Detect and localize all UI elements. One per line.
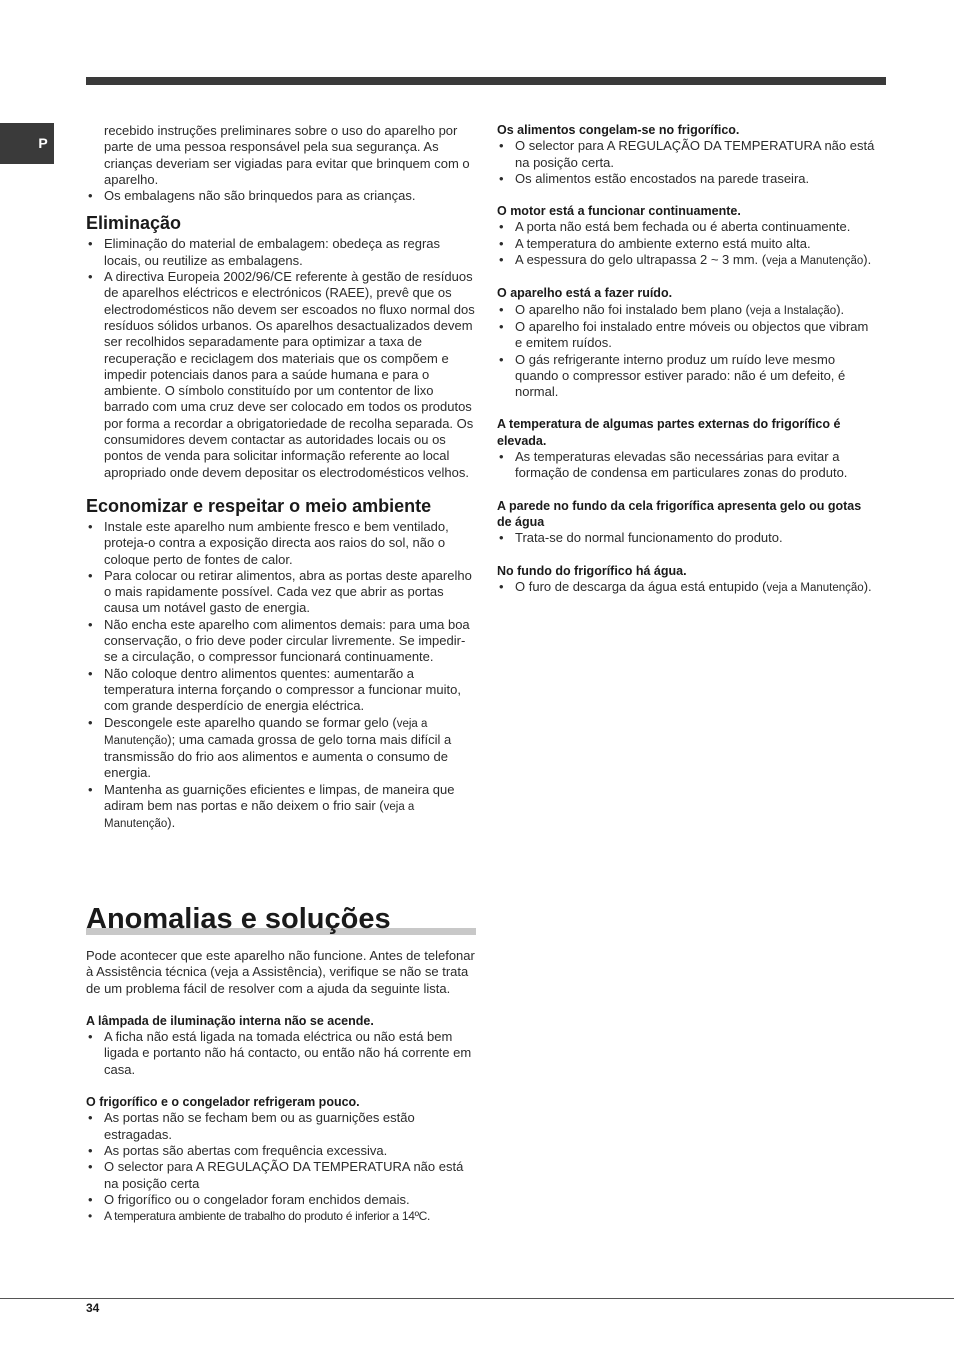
list-item: • O selector para A REGULAÇÃO DA TEMPERATURA não está na posição certa. — [497, 138, 877, 171]
right-column — [497, 122, 877, 596]
item-text: ). — [836, 301, 845, 317]
list-item — [86, 715, 476, 782]
list-item: • O frigorífico ou o congelador foram enchidos demais. — [86, 1192, 476, 1208]
reference-note: veja a Manutenção — [766, 255, 864, 268]
item-text: ). — [167, 815, 176, 831]
reference-note: veja a Manutenção — [104, 800, 415, 831]
item-text: A espessura do gelo ultrapassa 2 ~ 3 mm. ( — [515, 252, 767, 268]
solution-list — [497, 138, 877, 187]
footer-rule — [0, 1298, 954, 1299]
list-item — [497, 302, 877, 319]
solution-list — [497, 219, 877, 269]
continued-paragraph: recebido instruções preliminares sobre o uso do aparelho por parte de uma pessoa responsável pela sua segurança. As crianças deveriam ser vigiadas para evitar que brinquem com o aparelho. — [104, 123, 470, 187]
eliminacao-list — [86, 236, 476, 480]
item-text: O furo de descarga da água está entupido ( — [515, 578, 767, 594]
problem-heading: O motor está a funcionar continuamente. — [497, 204, 741, 219]
language-tab: P — [0, 123, 54, 164]
list-item: • As portas são abertas com frequência excessiva. — [86, 1143, 476, 1159]
list-item: • Eliminação do material de embalagem: obedeça as regras locais, ou reutilize as embalagens. — [86, 236, 476, 269]
reference-note: veja a Manutenção — [104, 717, 428, 747]
list-item: • As portas não se fecham bem ou as guarnições estão estragadas. — [86, 1110, 476, 1143]
solution-list — [86, 1110, 476, 1224]
header-rule — [86, 77, 886, 85]
list-item: • A ficha não está ligada na tomada eléctrica ou não está bem ligada e portanto não há contacto, ou então não há corrente em casa. — [86, 1029, 476, 1078]
page-number: 34 — [86, 1301, 100, 1315]
list-item: • O gás refrigerante interno produz um ruído leve mesmo quando o compressor estiver parado: não é um defeito, é normal. — [497, 352, 877, 401]
list-item — [86, 782, 476, 833]
safety-list — [86, 188, 476, 204]
anomalias-intro: Pode acontecer que este aparelho não funcione. Antes de telefonar à Assistência técnica (veja a Assistência), verifique se não se trata de um problema fácil de resolver com a ajuda da seguinte lista. — [86, 948, 475, 996]
list-item — [497, 579, 877, 596]
list-item: • As temperaturas elevadas são necessárias para evitar a formação de condensa em particulares zonas do produto. — [497, 449, 877, 482]
list-item: • Instale este aparelho num ambiente fresco e bem ventilado, proteja-o contra a exposição directa aos raios do sol, não o coloque perto de fontes de calor. — [86, 519, 476, 568]
anomalias-heading-wrap — [86, 902, 476, 936]
solution-list — [86, 1029, 476, 1078]
economizar-list — [86, 519, 476, 833]
item-text: Mantenha as guarnições eficientes e limpas, de maneira que adiram bem nas portas e não deixem o frio sair ( — [104, 781, 455, 813]
list-item — [497, 252, 877, 269]
list-item: • Não coloque dentro alimentos quentes: aumentarão a temperatura interna forçando o compressor a funcionar muito, com grande desperdício de energia eléctrica. — [86, 666, 476, 715]
list-item: • A temperatura do ambiente externo está muito alta. — [497, 236, 877, 252]
list-item: • A temperatura ambiente de trabalho do produto é inferior a 14ºC. — [86, 1208, 476, 1224]
problem-heading: A parede no fundo da cela frigorífica apresenta gelo ou gotas de água — [497, 498, 862, 529]
item-text: ). — [863, 578, 872, 594]
reference-note: veja a Instalação — [749, 304, 837, 317]
problem-heading: Os alimentos congelam-se no frigorífico. — [497, 123, 740, 137]
solution-list — [497, 530, 877, 546]
problem-heading: A lâmpada de iluminação interna não se acende. — [86, 1013, 374, 1028]
list-item: • A directiva Europeia 2002/96/CE referente à gestão de resíduos de aparelhos eléctricos e electrónicos (RAEE), prevê que os electrodomésticos não devem ser escoados no fluxo normal dos resíduos sólidos urbanos. Os aparelhos desactualizados devem ser recolhidos separadamente para optimizar a taxa de recuperação e reciclagem dos materiais que os compõem e impedir potenciais danos para a saúde humana e para o ambiente. O símbolo constituído por um contentor de lixo barrado com uma cruz deve ser colocado em todos os produtos por forma a recordar a obrigatoriedade de recolha separada. Os consumidores devem contactar as autoridades locais ou os pontos de venda para solicitar informação referente ao local apropriado onde devem depositar os electrodomésticos velhos. — [86, 269, 476, 481]
solution-list — [497, 449, 877, 482]
list-item: • A porta não está bem fechada ou é aberta continuamente. — [497, 219, 877, 235]
list-item: • Para colocar ou retirar alimentos, abra as portas deste aparelho o mais rapidamente possível. Cada vez que abrir as portas causa um notável gasto de energia. — [86, 568, 476, 617]
problem-heading: No fundo do frigorífico há água. — [497, 563, 687, 578]
section-title-eliminacao: Eliminação — [86, 213, 182, 234]
list-item: • Os embalagens não são brinquedos para as crianças. — [86, 188, 476, 204]
list-item: • Os alimentos estão encostados na parede traseira. — [497, 171, 877, 187]
problem-heading: O frigorífico e o congelador refrigeram pouco. — [86, 1095, 360, 1110]
list-item: • O aparelho foi instalado entre móveis ou objectos que vibram e emitem ruídos. — [497, 319, 877, 352]
item-text: O aparelho não foi instalado bem plano ( — [515, 301, 750, 317]
problem-heading: A temperatura de algumas partes externas do frigorífico é elevada. — [497, 417, 841, 448]
solution-list — [497, 579, 877, 596]
anomalias-column — [86, 948, 476, 1224]
left-column — [86, 123, 476, 833]
item-text: ); uma camada grossa de gelo torna mais difícil a transmissão do frio aos alimentos e aumenta o consumo de energia. — [104, 731, 452, 781]
list-item: • Não encha este aparelho com alimentos demais: para uma boa conservação, o frio deve poder circular livremente. Se impedir-se a circulação, o compressor funcionará continuamente. — [86, 617, 476, 666]
problem-heading: O aparelho está a fazer ruído. — [497, 286, 673, 301]
page-title: Anomalias e soluções — [86, 903, 391, 935]
reference-note: veja a Manutenção — [766, 581, 864, 594]
item-text: Descongele este aparelho quando se formar gelo ( — [104, 714, 397, 730]
solution-list — [497, 302, 877, 401]
list-item: • Trata-se do normal funcionamento do produto. — [497, 530, 877, 546]
list-item: • O selector para A REGULAÇÃO DA TEMPERATURA não está na posição certa — [86, 1159, 476, 1192]
item-text: ). — [863, 252, 872, 268]
section-title-economizar: Economizar e respeitar o meio ambiente — [86, 495, 432, 516]
